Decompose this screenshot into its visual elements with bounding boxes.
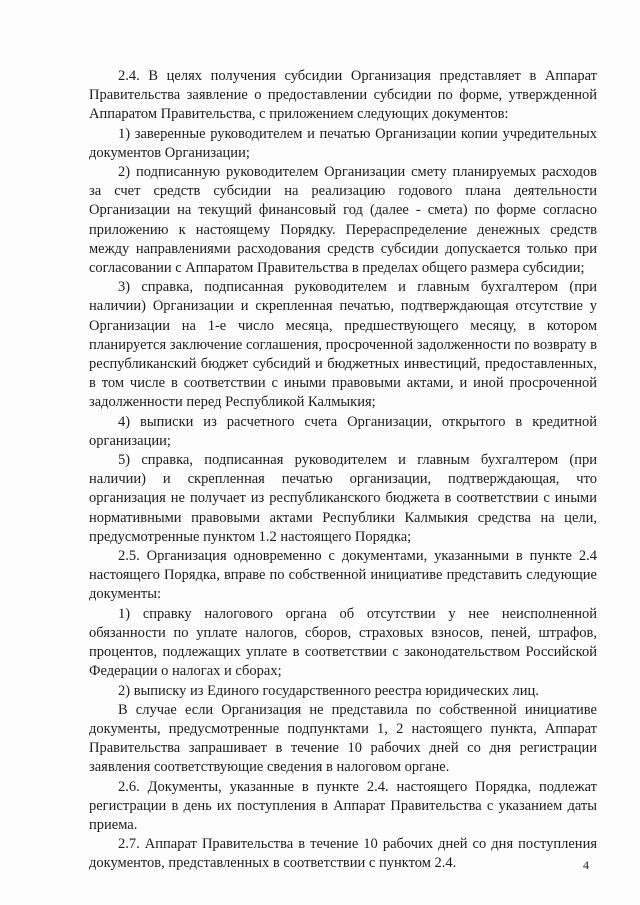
paragraph-2-4-item-1: 1) заверенные руководителем и печатью Организации копии учредительных документов Организации;	[89, 125, 597, 161]
paragraph-2-4-item-2: 2) подписанную руководителем Организации смету планируемых расходов за счет средств субсидии на реализацию годового плана деятельности Организации на текущий финансовый год (далее - смета) по форме согласно приложению к настоящему Порядку. Перераспределение денежных средств между направлениями расходования средств субсидии допускается только при согласовании с Аппаратом Правительства в пределах общего размера субсидии;	[89, 164, 597, 277]
page-number: 4	[583, 858, 589, 872]
document-body	[89, 67, 597, 874]
paragraph-2-5-note: В случае если Организация не представила по собственной инициативе документы, предусмотренные подпунктами 1, 2 настоящего пункта, Аппарат Правительства запрашивает в течение 10 рабочих дней со дня регистрации заявления соответствующие сведения в налоговом органе.	[89, 701, 597, 776]
paragraph-2-5: 2.5. Организация одновременно с документами, указанными в пункте 2.4 настоящего Порядка, вправе по собственной инициативе представить следующие документы:	[89, 548, 597, 603]
paragraph-2-7: 2.7. Аппарат Правительства в течение 10 рабочих дней со дня поступления документов, представленных в соответствии с пунктом 2.4.	[89, 836, 597, 872]
paragraph-2-6: 2.6. Документы, указанные в пункте 2.4. настоящего Порядка, подлежат регистрации в день их поступления в Аппарат Правительства с указанием даты приема.	[89, 778, 597, 833]
paragraph-2-5-item-2: 2) выписку из Единого государственного реестра юридических лиц.	[118, 682, 539, 699]
paragraph-2-4-item-3: 3) справка, подписанная руководителем и главным бухгалтером (при наличии) Организации и скрепленная печатью, подтверждающая отсутствие у Организации на 1-е число месяца, предшествующего месяцу, в котором планируется заключение соглашения, просроченной задолженности по возврату в республиканский бюджет субсидий и бюджетных инвестиций, предоставленных, в том числе в соответствии с иными правовыми актами, и иной просроченной задолженности перед Республикой Калмыкия;	[89, 279, 597, 411]
paragraph-2-5-item-1: 1) справку налогового органа об отсутствии у нее неисполненной обязанности по уплате налогов, сборов, страховых взносов, пеней, штрафов, процентов, подлежащих уплате в соответствии с законодательством Российской Федерации о налогах и сборах;	[89, 605, 597, 680]
paragraph-2-4-item-5: 5) справка, подписанная руководителем и главным бухгалтером (при наличии) и скрепленная печатью организации, подтверждающая, что организация не получает из республиканского бюджета в соответствии с иными нормативными правовыми актами Республики Калмыкия средства на цели, предусмотренные пунктом 1.2 настоящего Порядка;	[89, 452, 597, 545]
paragraph-2-4-item-4: 4) выписки из расчетного счета Организации, открытого в кредитной организации;	[89, 413, 597, 449]
paragraph-2-4: 2.4. В целях получения субсидии Организация представляет в Аппарат Правительства заявление о предоставлении субсидии по форме, утвержденной Аппаратом Правительства, с приложением следующих документов:	[89, 68, 597, 123]
